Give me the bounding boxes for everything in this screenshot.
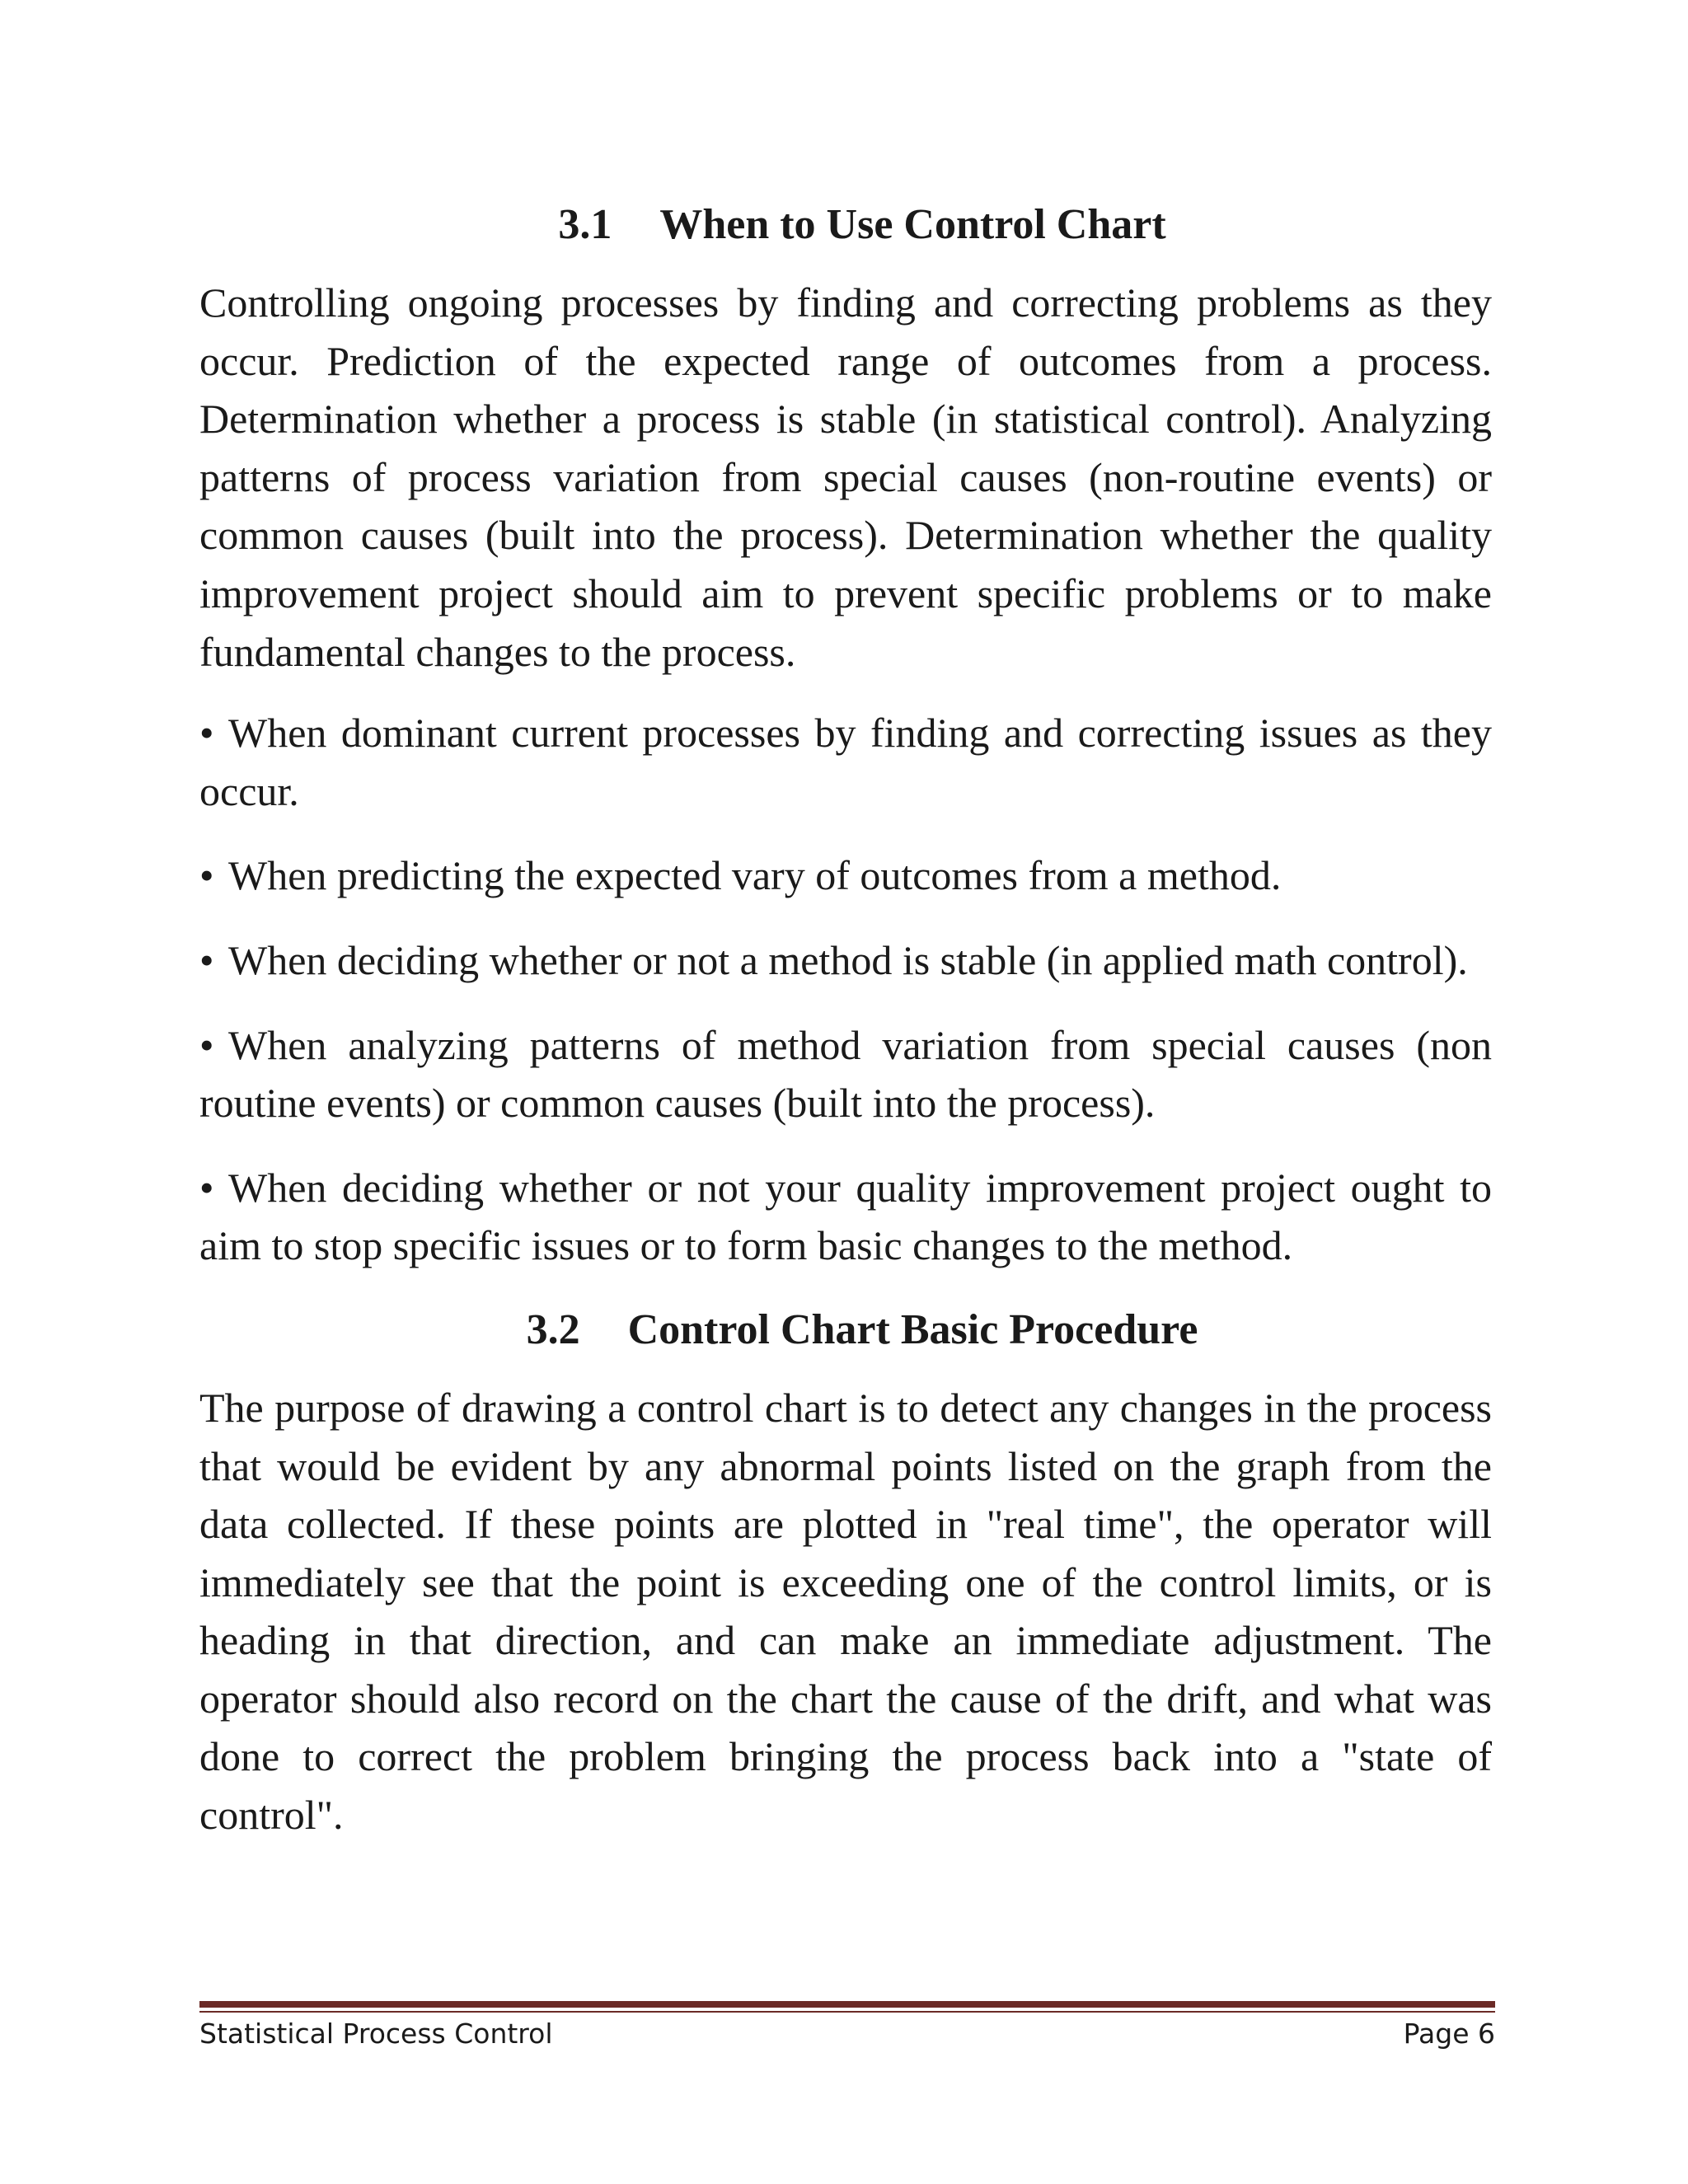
bullet-text: When deciding whether or not your quality improvement project ought to aim to stop specific issues or to form basic changes to the method. bbox=[199, 1164, 1492, 1269]
section-3-1-number: 3.1 bbox=[558, 201, 612, 248]
page-footer bbox=[199, 2016, 1495, 2052]
section-3-2-body: The purpose of drawing a control chart is to detect any changes in the process that would be evident by any abnormal points listed on the graph from the data collected. If these points are plotted in "real time", the operator will immediately see that the point is exceeding one of the control limits, or is heading in that direction, and can make an immediate adjustment. The operator should also record on the chart the cause of the drift, and what was done to correct the problem bringing the process back into a "state of control". bbox=[199, 1384, 1492, 1839]
bullet-item bbox=[199, 846, 1492, 905]
section-3-1-heading bbox=[199, 196, 1492, 254]
bullet-text: When dominant current processes by finding and correcting issues as they occur. bbox=[199, 710, 1492, 814]
bullet-text: When deciding whether or not a method is stable (in applied math control). bbox=[228, 936, 1468, 983]
footer-document-title: Statistical Process Control bbox=[199, 2018, 553, 2050]
section-3-1-title: When to Use Control Chart bbox=[659, 201, 1166, 248]
page-content bbox=[199, 196, 1492, 1844]
bullet-text: When analyzing patterns of method variation from special causes (non routine events) or common causes (built into the process). bbox=[199, 1021, 1492, 1127]
section-3-2-title: Control Chart Basic Procedure bbox=[627, 1305, 1198, 1353]
section-3-1-intro: Controlling ongoing processes by finding and correcting problems as they occur. Prediction of the expected range of outcomes from a process. Determination whether a process is stable (in statistical control). Analyzing patterns of process variation from special causes (non-routine events) or common causes (built into the process). Determination whether the quality improvement project should aim to prevent specific problems or to make fundamental changes to the process. bbox=[199, 279, 1492, 675]
bullet-item bbox=[199, 1016, 1492, 1132]
bullet-text: When predicting the expected vary of outcomes from a method. bbox=[228, 852, 1282, 899]
bullet-symbol: • bbox=[199, 710, 214, 757]
bullet-item bbox=[199, 931, 1492, 990]
bullet-symbol: • bbox=[199, 936, 214, 983]
footer-divider bbox=[199, 2001, 1495, 2008]
section-3-2-number: 3.2 bbox=[526, 1305, 580, 1353]
bullet-symbol: • bbox=[199, 852, 214, 899]
bullet-symbol: • bbox=[199, 1164, 214, 1211]
footer-page-number: Page 6 bbox=[1403, 2018, 1495, 2050]
bullet-item bbox=[199, 1159, 1492, 1275]
footer-divider-thin bbox=[199, 2011, 1495, 2013]
section-3-1-bullet-list bbox=[199, 704, 1492, 1275]
bullet-symbol: • bbox=[199, 1021, 214, 1068]
bullet-item bbox=[199, 704, 1492, 820]
section-3-2-heading bbox=[199, 1301, 1492, 1359]
